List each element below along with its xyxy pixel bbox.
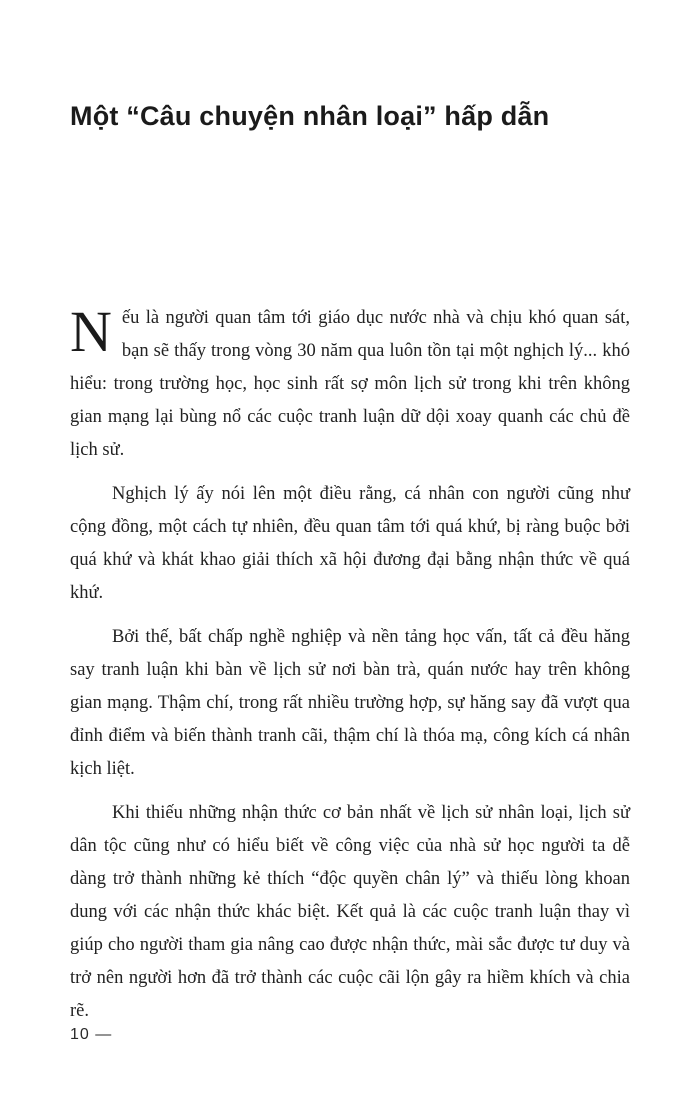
paragraph: Nghịch lý ấy nói lên một điều rằng, cá nhân con người cũng như cộng đồng, một cách tự nhiên, đều quan tâm tới quá khứ, bị ràng buộc bởi quá khứ và khát khao giải thích xã hội đương đại bằng nhận thức về quá khứ. [70, 483, 630, 603]
opening-paragraph [70, 298, 630, 467]
paragraph: Khi thiếu những nhận thức cơ bản nhất về lịch sử nhân loại, lịch sử dân tộc cũng như có hiểu biết về công việc của nhà sử học người ta dễ dàng trở thành những kẻ thích “độc quyền chân lý” và thiếu lòng khoan dung với các nhận thức khác biệt. Kết quả là các cuộc tranh luận thay vì giúp cho người tham gia nâng cao được nhận thức, mài sắc được tư duy và trở nên người hơn đã trở thành các cuộc cãi lộn gây ra hiềm khích và chia rẽ. [70, 802, 630, 1021]
chapter-title: Một “Câu chuyện nhân loại” hấp dẫn [70, 101, 550, 131]
body-text [70, 298, 630, 1028]
page-number: 10 — [70, 1026, 113, 1043]
opening-paragraph-text: ếu là người quan tâm tới giáo dục nước nhà và chịu khó quan sát, bạn sẽ thấy trong vòng 30 năm qua luôn tồn tại một nghịch lý... khó hiểu: trong trường học, học sinh rất sợ môn lịch sử trong khi trên không gian mạng lại bùng nổ các cuộc tranh luận dữ dội xoay quanh các chủ đề lịch sử. [70, 307, 630, 460]
paragraph: Bởi thế, bất chấp nghề nghiệp và nền tảng học vấn, tất cả đều hăng say tranh luận khi bàn về lịch sử nơi bàn trà, quán nước hay trên không gian mạng. Thậm chí, trong rất nhiều trường hợp, sự hăng say đã vượt qua đỉnh điểm và biến thành tranh cãi, thậm chí là thóa mạ, công kích cá nhân kịch liệt. [70, 626, 630, 779]
drop-cap: N [70, 298, 112, 364]
